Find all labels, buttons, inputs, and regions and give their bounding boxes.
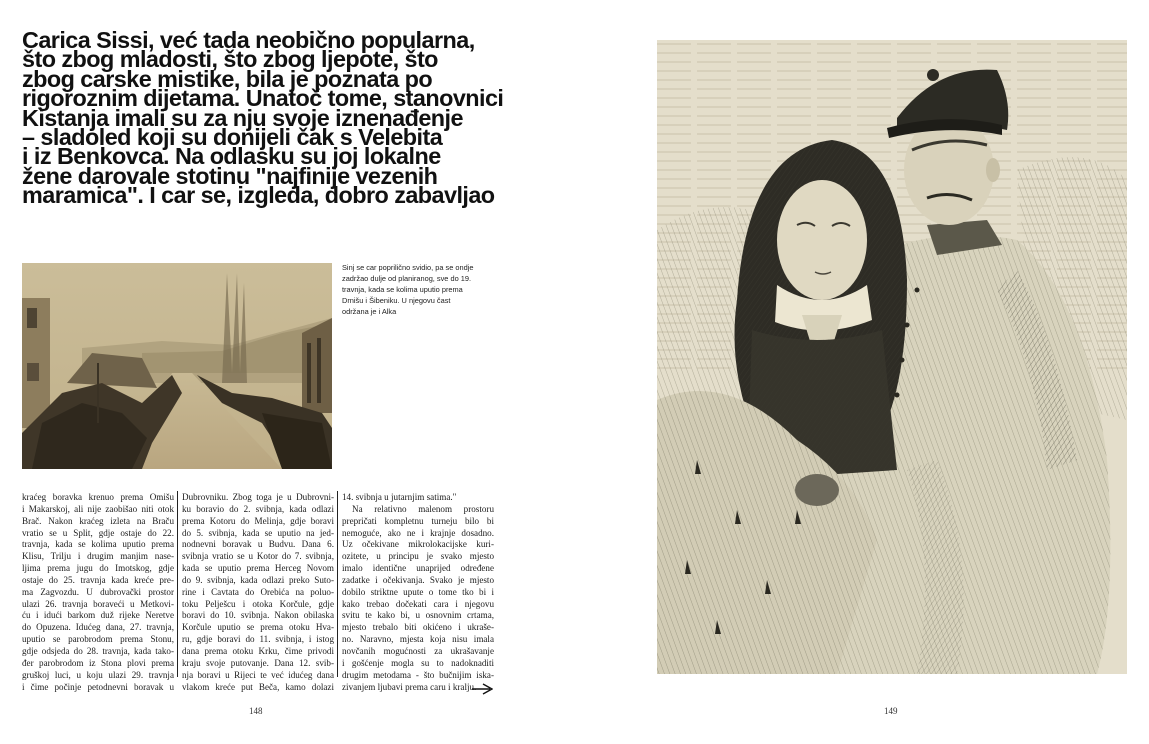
headline-line: Carica Sissi, već tada neobično popularna, — [22, 27, 475, 53]
column-divider — [337, 491, 338, 677]
body-line: zadatke i očekivanja. Svako je mjesto — [342, 574, 494, 585]
headline-line: što zbog mladosti, što zbog ljepote, što — [22, 46, 438, 73]
body-line: imalo identične unaprijed određene — [342, 563, 494, 574]
body-line: zivanjem ljubavi prema caru i kralju. — [342, 681, 477, 692]
body-column-3 — [342, 492, 494, 693]
body-line: do 5. svibnja, kada se uputio na jed- — [182, 527, 334, 538]
body-line: no. Naravno, mjesta koja nisu imala — [342, 634, 494, 645]
headline-line: rigoroznim dijetama. Unatoč tome, stanovnici — [22, 85, 504, 112]
engraving-illustration — [657, 40, 1127, 674]
body-line: Klisu, Trilju i drugim manjim nase- — [22, 551, 174, 562]
body-line: boravi do 10. svibnja. Nakon obilaska — [182, 610, 334, 621]
headline-line: zbog carske mistike, bila je poznata po — [22, 65, 433, 92]
emperor-empress-engraving — [657, 40, 1127, 674]
body-line: đer parobrodom iz Stona plovi prema — [22, 657, 174, 668]
body-line: prema Kotoru do Melinja, gdje boravi — [182, 515, 334, 526]
body-line: ću i idući barkom duž rijeke Neretve — [22, 610, 174, 621]
body-line: kada se uputio prema Herceg Novom — [182, 563, 334, 574]
caption-line: travnja, kada se kolima uputio prema — [342, 284, 463, 294]
body-line: i Makarskoj, ali nije zaobišao niti otok — [22, 503, 174, 514]
body-line: ma Zagvozdu. U dubrovački prostor — [22, 586, 174, 597]
body-line: dana prema otoku Krku, čime privodi — [182, 645, 334, 656]
historic-crowd-photo — [22, 263, 332, 469]
body-line: kako trebao dočekati cara i njegovu — [342, 598, 494, 609]
body-line: Brač. Nakon kraćeg izleta na Braču — [22, 515, 174, 526]
caption-line: održana je i Alka — [342, 306, 397, 316]
page-number-left: 148 — [249, 706, 263, 716]
body-line: i gošćenje mogla su to nadoknaditi — [342, 657, 494, 668]
body-line: Dubrovniku. Zbog toga je u Dubrovni- — [182, 492, 334, 502]
body-line: nodnevni boravak u Budvu. Dana 6. — [182, 539, 334, 550]
crowd-photo-illustration — [22, 263, 332, 469]
headline-line: Kistanja imali su za nju svoje iznenađenje — [22, 104, 463, 131]
photo-caption — [342, 263, 502, 318]
body-column-2 — [182, 492, 334, 693]
headline-line: i iz Benkovca. Na odlasku su joj lokalne — [22, 143, 441, 170]
body-line: kraćeg boravka krenuo prema Omišu — [22, 492, 174, 502]
body-line: rine i Cavtata do Orebića na poluo- — [182, 586, 334, 597]
body-line: toku Pelješcu i otoka Korčule, gdje — [182, 598, 334, 609]
body-line: i čime počinje petodnevni boravak u — [22, 681, 174, 692]
body-line: Uz očekivane mikrolokacijske kuri- — [342, 539, 494, 550]
body-line: nja boravi u Rijeci te već idućeg dana — [182, 669, 334, 680]
body-line: do 9. svibnja, kada odlazi preko Suto- — [182, 574, 334, 585]
body-line: ozitete, u principu je svako mjesto — [342, 551, 494, 562]
body-line: vlakom kreće put Beča, kamo dolazi — [182, 681, 334, 692]
body-line: nemoguće, ako ne i krajnje dosadno. — [342, 527, 494, 538]
body-line: ostaje do 25. travnja kada kreće pre- — [22, 574, 174, 585]
body-line: ulazi 26. travnja boraveći u Metkovi- — [22, 598, 174, 609]
body-line: novčanih mogućnosti za ukrašavanje — [342, 645, 494, 656]
body-column-1 — [22, 492, 174, 693]
column-divider — [177, 491, 178, 677]
body-line: mjesto trebalo biti okićeno i ukraše- — [342, 622, 494, 633]
body-line: gdje odsjeda do 28. travnja, kada tako- — [22, 645, 174, 656]
body-line: prepričati kompletnu turneju bilo bi — [342, 515, 494, 526]
body-line: drugim metodama - što bučnijim iska- — [342, 669, 494, 680]
body-line: gruškoj luci, u koju ulazi 29. travnja — [22, 669, 174, 680]
page-number-right: 149 — [884, 706, 898, 716]
arrow-right-icon — [471, 683, 493, 695]
body-line: ru, gdje boravi do 11. svibnja, i istog — [182, 634, 334, 645]
body-line: vratio se u Split, gdje ostaje do 22. — [22, 527, 174, 538]
body-line: Na relativno malenom prostoru — [352, 503, 494, 514]
body-line: uputio se parobrodom prema Stonu, — [22, 634, 174, 645]
headline-line: maramica". I car se, izgleda, dobro zabavljao — [22, 182, 495, 209]
body-line: dobilo striktne upute o tome tko bi i — [342, 586, 494, 597]
headline-line: žene darovale stotinu "najfinije vezenih — [22, 162, 438, 189]
caption-line: Drnišu i Šibeniku. U njegovu čast — [342, 295, 451, 305]
headline-line: – sladoled koji su donijeli čak s Velebita — [22, 124, 443, 151]
pull-quote-headline — [22, 27, 504, 209]
caption-line: Sinj se car poprilično svidio, pa se ondje — [342, 263, 474, 272]
body-line: Korčule uputio se prema otoku Hva- — [182, 622, 334, 633]
body-line: travnja, kada se kolima uputio prema — [22, 539, 174, 550]
caption-line: zadržao dulje od planiranog, sve do 19. — [342, 273, 472, 283]
body-line: kraju svoje putovanje. Dana 12. svib- — [182, 657, 334, 668]
body-line: svitu te kako bi, u osnovnim crtama, — [342, 610, 494, 621]
body-line: 14. svibnja u jutarnjim satima." — [342, 492, 457, 502]
body-line: svibnja vratio se u Kotor do 7. svibnja, — [182, 551, 334, 562]
body-line: ljima prema jugu do Imotskog, gdje — [22, 563, 174, 574]
body-line: do Opuzena. Idućeg dana, 27. travnja, — [22, 622, 174, 633]
body-line: ku boravio do 2. svibnja, kada odlazi — [182, 503, 334, 514]
